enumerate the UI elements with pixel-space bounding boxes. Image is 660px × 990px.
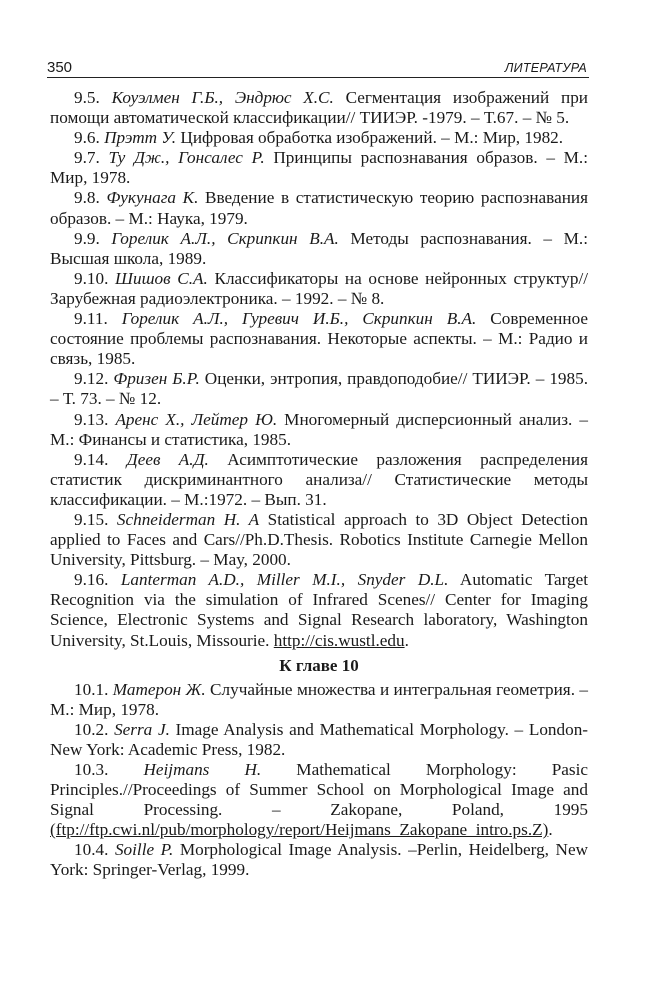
reference-text: Сегментация изображений при помощи автоматической классификации// ТИИЭР. -1979. – Т.67. – № 5.	[50, 88, 588, 128]
reference-item	[50, 510, 588, 570]
reference-authors: Шишов С.А.	[115, 268, 208, 288]
running-head: ЛИТЕРАТУРА	[504, 61, 587, 75]
reference-link[interactable]: (ftp://ftp.cwi.nl/pub/morphology/report/Heijmans_Zakopane_intro.ps.Z)	[50, 820, 549, 840]
reference-authors: Schneiderman H. A	[116, 509, 260, 529]
reference-item	[50, 410, 588, 450]
reference-number: 10.4.	[74, 840, 109, 860]
reference-tail: .	[404, 630, 409, 650]
reference-authors: Матерон Ж.	[112, 679, 206, 699]
reference-text: Методы распознавания. – М.: Высшая школа, 1989.	[50, 228, 589, 268]
reference-text: Statistical approach to 3D Object Detection applied to Faces and Cars//Ph.D.Thesis. Robotics Institute Carnegie Mellon University, Pittsburg. – May, 2000.	[50, 509, 588, 570]
reference-number: 10.3.	[74, 760, 109, 779]
reference-number: 9.9.	[74, 228, 100, 248]
reference-authors: Serra J.	[114, 719, 170, 739]
reference-authors: Ту Дж., Гонсалес Р.	[108, 148, 265, 168]
reference-number: 9.6.	[74, 128, 100, 148]
reference-number: 10.2.	[74, 719, 109, 739]
reference-text: Оценки, энтропия, правдоподобие// ТИИЭР. – 1985. – Т. 73. – № 12.	[50, 369, 589, 409]
reference-text: Mathematical Morphology: Pasic Principles.//Proceedings of Summer School on Morphological Image and Signal Processing. – Zakopane, Poland, 1995	[50, 760, 588, 820]
reference-number: 9.10.	[74, 268, 109, 288]
reference-item	[50, 229, 588, 269]
reference-item	[50, 760, 588, 840]
reference-number: 10.1.	[74, 679, 109, 699]
reference-text: Классификаторы на основе нейронных структур// Зарубежная радиоэлектроника. – 1992. – № 8.	[50, 268, 589, 308]
reference-number: 9.12.	[74, 369, 109, 389]
bibliography	[50, 88, 588, 881]
reference-number: 9.15.	[74, 509, 109, 529]
reference-authors: Коуэлмен Г.Б., Эндрюс Х.С.	[111, 88, 334, 107]
page-number: 350	[47, 59, 73, 76]
reference-item	[50, 680, 588, 720]
reference-number: 9.8.	[74, 188, 100, 208]
reference-item	[50, 720, 588, 760]
reference-number: 9.13.	[74, 409, 109, 429]
reference-item	[50, 188, 588, 228]
reference-authors: Горелик А.Л., Скрипкин В.А.	[111, 228, 339, 248]
reference-item	[50, 148, 588, 188]
references-chapter-9	[50, 88, 588, 651]
reference-number: 9.16.	[74, 570, 109, 590]
reference-authors: Горелик А.Л., Гуревич И.Б., Скрипкин В.А.	[121, 309, 477, 329]
reference-text: Image Analysis and Mathematical Morphology. – London-New York: Academic Press, 1982.	[50, 719, 589, 759]
reference-authors: Lanterman A.D., Miller M.I., Snyder D.L.	[120, 570, 449, 590]
reference-text: Automatic Target Recognition via the simulation of Infrared Scenes// Center for Imaging Science, Electronic Systems and Signal Research laboratory, Washington University, St.Louis, Missourie.	[50, 570, 588, 650]
reference-item	[50, 369, 588, 409]
reference-authors: Деев А.Д.	[126, 449, 209, 469]
page-header	[47, 55, 589, 78]
reference-text: Многомерный дисперсионный анализ. – М.: Финансы и статистика, 1985.	[50, 409, 588, 449]
reference-authors: Фризен Б.Р.	[113, 369, 200, 389]
reference-text: Цифровая обработка изображений. – М.: Мир, 1982.	[176, 128, 564, 148]
reference-item	[50, 88, 588, 128]
references-chapter-10	[50, 680, 588, 881]
reference-authors: Фукунага К.	[106, 188, 199, 208]
section-heading: К главе 10	[279, 655, 359, 675]
reference-text: Современное состояние проблемы распознавания. Некоторые аспекты. – М.: Радио и связь, 1985.	[50, 309, 589, 369]
reference-number: 9.14.	[74, 449, 109, 469]
reference-authors: Heijmans H.	[143, 760, 262, 779]
reference-text: Случайные множества и интегральная геометрия. – М.: Мир, 1978.	[50, 679, 589, 719]
reference-item	[50, 128, 588, 148]
reference-authors: Soille P.	[114, 840, 174, 860]
reference-text: Введение в статистическую теорию распознавания образов. – М.: Наука, 1979.	[50, 188, 588, 228]
reference-number: 9.11.	[74, 309, 108, 329]
reference-item	[50, 570, 588, 650]
reference-authors: Аренс Х., Лейтер Ю.	[115, 409, 278, 429]
reference-text: Morphological Image Analysis. –Perlin, Heidelberg, New York: Springer-Verlag, 1999.	[50, 840, 588, 880]
reference-link[interactable]: http://cis.wustl.edu	[273, 630, 405, 650]
reference-item	[50, 450, 588, 510]
reference-text: Принципы распознавания образов. – М.: Мир, 1978.	[50, 148, 589, 188]
reference-number: 9.7.	[74, 148, 100, 168]
reference-number: 9.5.	[74, 88, 100, 107]
reference-tail: .	[548, 820, 553, 840]
reference-text: Асимптотические разложения распределения статистик дискриминантного анализа// Статистические методы классификации. – М.:1972. – Вып. 31.	[50, 449, 589, 509]
reference-item	[50, 309, 588, 369]
reference-authors: Прэтт У.	[104, 128, 177, 148]
reference-item	[50, 269, 588, 309]
reference-item	[50, 840, 588, 880]
